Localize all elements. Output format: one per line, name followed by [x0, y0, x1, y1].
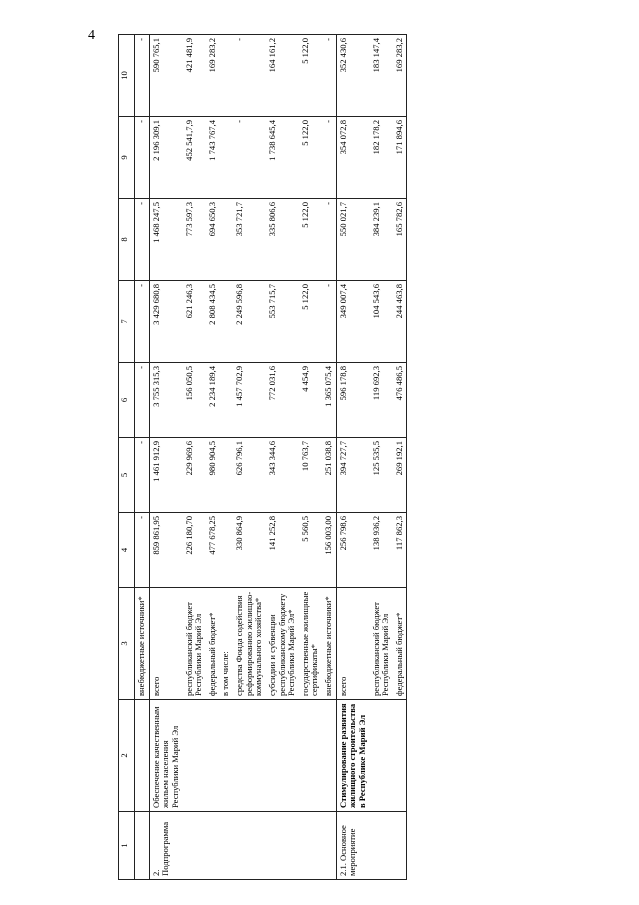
row-value: - [135, 363, 150, 438]
table-row [206, 35, 220, 880]
row-value: 156 050,5 [183, 363, 206, 438]
col-header: 4 [119, 513, 135, 588]
row-section-label [266, 812, 299, 880]
row-value: 1 457 702,9 [233, 363, 266, 438]
row-value: 244 463,8 [393, 281, 407, 363]
row-value: 269 192,1 [393, 438, 407, 513]
row-value: 2 196 309,1 [149, 117, 182, 199]
row-value: 226 180,70 [183, 513, 206, 588]
row-value: - [233, 117, 266, 199]
row-value: 5 122,0 [299, 281, 322, 363]
row-value: 10 763,7 [299, 438, 322, 513]
row-section-label: 2. Подпрограмма [149, 812, 182, 880]
row-value [219, 35, 233, 117]
row-value: - [135, 513, 150, 588]
row-value: 343 344,6 [266, 438, 299, 513]
col-header: 7 [119, 281, 135, 363]
row-program-name [299, 700, 322, 812]
row-funding-source: внебюджетные источники* [322, 588, 336, 700]
row-funding-source: всего [149, 588, 182, 700]
budget-table [118, 34, 407, 880]
row-section-label [233, 812, 266, 880]
row-value: 117 862,3 [393, 513, 407, 588]
row-value: 5 122,0 [299, 199, 322, 281]
row-funding-source: республиканский бюджет Республики Марий Эл [183, 588, 206, 700]
row-value: 384 239,1 [370, 199, 393, 281]
table-row [393, 35, 407, 880]
row-value: 5 560,5 [299, 513, 322, 588]
row-value: 138 936,2 [370, 513, 393, 588]
row-value: 229 969,6 [183, 438, 206, 513]
row-value: 476 486,5 [393, 363, 407, 438]
row-funding-source: республиканский бюджет Республики Марий Эл [370, 588, 393, 700]
row-funding-source: федеральный бюджет* [206, 588, 220, 700]
row-program-name: Стимулирование развития жилищного строительства в Республике Марий Эл [336, 700, 369, 812]
row-value: 452 541,7,9 [183, 117, 206, 199]
row-value: 256 798,6 [336, 513, 369, 588]
row-value: 171 894,6 [393, 117, 407, 199]
row-section-label [299, 812, 322, 880]
row-section-label [393, 812, 407, 880]
row-value: 182 178,2 [370, 117, 393, 199]
row-program-name [370, 700, 393, 812]
col-header: 1 [119, 812, 135, 880]
row-value: 119 692,3 [370, 363, 393, 438]
row-value: - [135, 199, 150, 281]
row-value: 104 543,6 [370, 281, 393, 363]
row-program-name [135, 700, 150, 812]
row-value: - [135, 281, 150, 363]
row-value: 354 072,8 [336, 117, 369, 199]
row-value: 590 765,1 [149, 35, 182, 117]
row-value: 553 715,7 [266, 281, 299, 363]
row-value: 353 721,7 [233, 199, 266, 281]
row-value [219, 513, 233, 588]
row-value: 4 454,9 [299, 363, 322, 438]
row-value [219, 199, 233, 281]
table-row [266, 35, 299, 880]
table-row [135, 35, 150, 880]
row-value: 3 429 680,8 [149, 281, 182, 363]
table-row [370, 35, 393, 880]
row-value: 169 283,2 [393, 35, 407, 117]
col-header: 9 [119, 117, 135, 199]
col-header: 6 [119, 363, 135, 438]
row-funding-source: всего [336, 588, 369, 700]
col-header: 5 [119, 438, 135, 513]
table-row [183, 35, 206, 880]
row-value [219, 363, 233, 438]
row-value: 164 161,2 [266, 35, 299, 117]
row-value: - [233, 35, 266, 117]
row-program-name [393, 700, 407, 812]
row-value: - [135, 438, 150, 513]
row-value: 550 021,7 [336, 199, 369, 281]
row-value: 772 031,6 [266, 363, 299, 438]
row-value: 2 808 434,5 [206, 281, 220, 363]
row-section-label: 2.1. Основное мероприятие [336, 812, 369, 880]
table-row [336, 35, 369, 880]
row-program-name [322, 700, 336, 812]
row-program-name: Обеспечение качественным жильем населения Республики Марий Эл [149, 700, 182, 812]
row-section-label [135, 812, 150, 880]
row-value: 980 904,5 [206, 438, 220, 513]
row-value: 621 246,3 [183, 281, 206, 363]
row-value: - [322, 35, 336, 117]
row-value: 773 597,3 [183, 199, 206, 281]
row-value: 1 743 767,4 [206, 117, 220, 199]
header-row [119, 35, 135, 880]
row-section-label [183, 812, 206, 880]
row-value: - [322, 117, 336, 199]
row-funding-source: федеральный бюджет* [393, 588, 407, 700]
row-value: 183 147,4 [370, 35, 393, 117]
row-value [219, 117, 233, 199]
row-value: 5 122,0 [299, 117, 322, 199]
table-row [219, 35, 233, 880]
table-row [149, 35, 182, 880]
row-value: 125 535,5 [370, 438, 393, 513]
row-program-name [219, 700, 233, 812]
row-value: - [322, 281, 336, 363]
row-funding-source: в том числе: [219, 588, 233, 700]
row-value: 251 038,8 [322, 438, 336, 513]
col-header: 3 [119, 588, 135, 700]
row-value: 141 252,8 [266, 513, 299, 588]
row-value: 477 678,25 [206, 513, 220, 588]
row-value: 156 003,00 [322, 513, 336, 588]
col-header: 10 [119, 35, 135, 117]
row-value: 330 864,9 [233, 513, 266, 588]
row-value: 626 796,1 [233, 438, 266, 513]
row-program-name [183, 700, 206, 812]
row-value: 1 468 247,5 [149, 199, 182, 281]
row-value [219, 281, 233, 363]
row-value: - [322, 199, 336, 281]
row-section-label [219, 812, 233, 880]
row-value: - [135, 117, 150, 199]
table-row [233, 35, 266, 880]
row-program-name [206, 700, 220, 812]
row-value: 596 178,8 [336, 363, 369, 438]
table-row [299, 35, 322, 880]
row-program-name [266, 700, 299, 812]
row-funding-source: субсидии и субвенции республиканскому бюджету Республики Марий Эл* [266, 588, 299, 700]
col-header: 2 [119, 700, 135, 812]
row-value: 5 122,0 [299, 35, 322, 117]
row-value: 394 727,7 [336, 438, 369, 513]
row-value: 352 430,6 [336, 35, 369, 117]
row-value: 859 861,95 [149, 513, 182, 588]
row-value: 335 806,6 [266, 199, 299, 281]
row-section-label [370, 812, 393, 880]
row-program-name [233, 700, 266, 812]
row-funding-source: внебюджетные источники* [135, 588, 150, 700]
row-value [219, 438, 233, 513]
row-value: 169 283,2 [206, 35, 220, 117]
row-value: 1 365 075,4 [322, 363, 336, 438]
col-header: 8 [119, 199, 135, 281]
row-value: 165 782,6 [393, 199, 407, 281]
row-section-label [206, 812, 220, 880]
row-value: 421 481,9 [183, 35, 206, 117]
row-value: 349 007,4 [336, 281, 369, 363]
row-funding-source: государственные жилищные сертификаты* [299, 588, 322, 700]
row-value: 1 738 645,4 [266, 117, 299, 199]
rotated-table-wrapper [118, 35, 638, 880]
row-value: 2 234 189,4 [206, 363, 220, 438]
page-number: 4 [88, 28, 95, 43]
row-value: 694 650,3 [206, 199, 220, 281]
row-value: 3 755 315,3 [149, 363, 182, 438]
row-value: 2 249 596,8 [233, 281, 266, 363]
row-section-label [322, 812, 336, 880]
row-value: 1 461 912,9 [149, 438, 182, 513]
table-row [322, 35, 336, 880]
row-funding-source: средства Фонда содействия реформированию жилищно-коммунального хозяйства* [233, 588, 266, 700]
table-body [135, 35, 407, 880]
row-value: - [135, 35, 150, 117]
